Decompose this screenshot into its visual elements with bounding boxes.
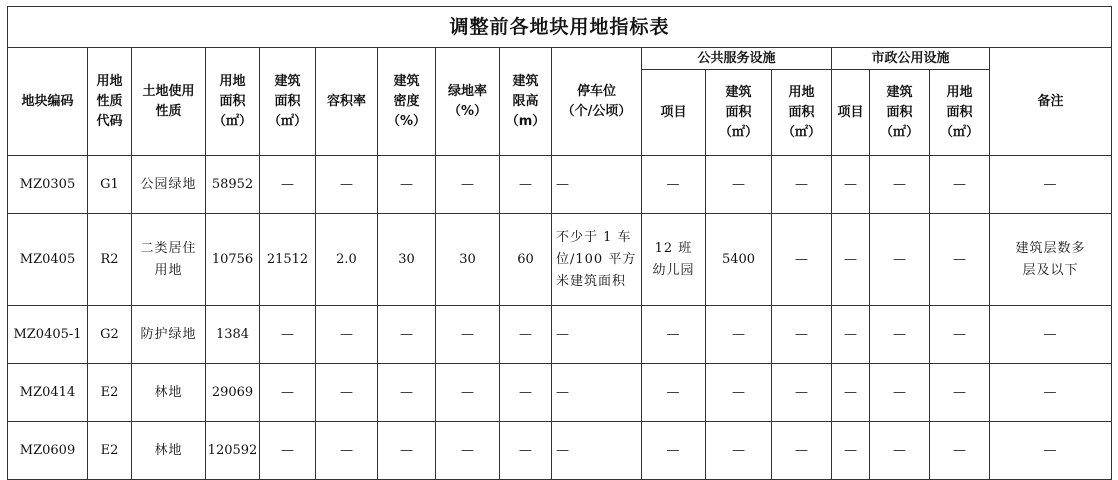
plot-code-cell: MZ0305 <box>8 156 88 214</box>
ps-building-area-cell: — <box>706 422 772 480</box>
land-use-indicator-sheet <box>7 6 1111 480</box>
header-mu-building-area: 建筑 面积 （㎡） <box>870 70 930 156</box>
mu-building-area-cell: — <box>870 422 930 480</box>
header-plot-code: 地块编码 <box>8 48 88 156</box>
ps-item-cell: — <box>642 156 706 214</box>
mu-land-area-cell: — <box>930 364 990 422</box>
mu-land-area-cell: — <box>930 214 990 306</box>
header-use-code: 用地 性质 代码 <box>88 48 132 156</box>
floor-area-ratio-cell: — <box>316 364 378 422</box>
building-area-cell: — <box>260 306 316 364</box>
header-green-rate: 绿地率 （%） <box>436 48 500 156</box>
use-code-cell: E2 <box>88 422 132 480</box>
header-land-use-nature: 土地使用 性质 <box>132 48 206 156</box>
header-height-limit: 建筑 限高 （m） <box>500 48 552 156</box>
ps-land-area-cell: — <box>772 422 832 480</box>
height-limit-cell: — <box>500 306 552 364</box>
building-area-cell: — <box>260 364 316 422</box>
ps-item-cell: — <box>642 364 706 422</box>
ps-land-area-cell: — <box>772 306 832 364</box>
building-area-cell: — <box>260 156 316 214</box>
building-density-cell: — <box>378 156 436 214</box>
header-ps-building-area: 建筑 面积 （㎡） <box>706 70 772 156</box>
header-public-services: 公共服务设施 <box>642 48 832 70</box>
land-area-cell: 1384 <box>206 306 260 364</box>
green-rate-cell: — <box>436 156 500 214</box>
mu-item-cell: — <box>832 156 870 214</box>
land-area-cell: 58952 <box>206 156 260 214</box>
height-limit-cell: — <box>500 156 552 214</box>
ps-item-cell: — <box>642 422 706 480</box>
land-use-cell: 林地 <box>132 364 206 422</box>
height-limit-cell: — <box>500 422 552 480</box>
building-density-cell: — <box>378 422 436 480</box>
parking-cell: — <box>552 422 642 480</box>
land-use-cell: 公园绿地 <box>132 156 206 214</box>
header-floor-area-ratio: 容积率 <box>316 48 378 156</box>
remarks-cell: — <box>990 306 1112 364</box>
header-mu-item: 项目 <box>832 70 870 156</box>
table-title: 调整前各地块用地指标表 <box>8 7 1112 48</box>
green-rate-cell: — <box>436 364 500 422</box>
mu-land-area-cell: — <box>930 156 990 214</box>
header-mu-land-area: 用地 面积 （㎡） <box>930 70 990 156</box>
land-area-cell: 120592 <box>206 422 260 480</box>
remarks-cell: — <box>990 422 1112 480</box>
land-area-cell: 10756 <box>206 214 260 306</box>
use-code-cell: R2 <box>88 214 132 306</box>
building-area-cell: 21512 <box>260 214 316 306</box>
header-building-area: 建筑 面积 （㎡） <box>260 48 316 156</box>
land-use-cell: 防护绿地 <box>132 306 206 364</box>
header-land-area: 用地 面积 （㎡） <box>206 48 260 156</box>
mu-building-area-cell: — <box>870 364 930 422</box>
height-limit-cell: 60 <box>500 214 552 306</box>
mu-land-area-cell: — <box>930 306 990 364</box>
title-row <box>8 7 1112 48</box>
table-row <box>8 364 1112 422</box>
mu-item-cell: — <box>832 422 870 480</box>
mu-item-cell: — <box>832 306 870 364</box>
ps-item-cell: 12 班 幼儿园 <box>642 214 706 306</box>
ps-building-area-cell: — <box>706 156 772 214</box>
use-code-cell: G2 <box>88 306 132 364</box>
plot-code-cell: MZ0405 <box>8 214 88 306</box>
mu-building-area-cell: — <box>870 306 930 364</box>
parking-cell: — <box>552 364 642 422</box>
table-row <box>8 422 1112 480</box>
plot-code-cell: MZ0609 <box>8 422 88 480</box>
floor-area-ratio-cell: — <box>316 422 378 480</box>
ps-land-area-cell: — <box>772 156 832 214</box>
floor-area-ratio-cell: — <box>316 306 378 364</box>
header-ps-land-area: 用地 面积 （㎡） <box>772 70 832 156</box>
remarks-cell: — <box>990 156 1112 214</box>
green-rate-cell: — <box>436 306 500 364</box>
use-code-cell: G1 <box>88 156 132 214</box>
floor-area-ratio-cell: 2.0 <box>316 214 378 306</box>
plot-code-cell: MZ0414 <box>8 364 88 422</box>
land-use-indicator-table <box>7 6 1112 480</box>
ps-building-area-cell: — <box>706 364 772 422</box>
remarks-cell: — <box>990 364 1112 422</box>
building-area-cell: — <box>260 422 316 480</box>
floor-area-ratio-cell: — <box>316 156 378 214</box>
land-area-cell: 29069 <box>206 364 260 422</box>
plot-code-cell: MZ0405-1 <box>8 306 88 364</box>
header-remarks: 备注 <box>990 48 1112 156</box>
header-building-density: 建筑 密度 （%） <box>378 48 436 156</box>
header-ps-item: 项目 <box>642 70 706 156</box>
green-rate-cell: 30 <box>436 214 500 306</box>
header-municipal-facilities: 市政公用设施 <box>832 48 990 70</box>
building-density-cell: 30 <box>378 214 436 306</box>
ps-land-area-cell: — <box>772 364 832 422</box>
use-code-cell: E2 <box>88 364 132 422</box>
building-density-cell: — <box>378 364 436 422</box>
table-row <box>8 306 1112 364</box>
mu-land-area-cell: — <box>930 422 990 480</box>
remarks-cell: 建筑层数多 层及以下 <box>990 214 1112 306</box>
building-density-cell: — <box>378 306 436 364</box>
mu-building-area-cell: — <box>870 214 930 306</box>
header-parking: 停车位 （个/公顷） <box>552 48 642 156</box>
mu-item-cell: — <box>832 364 870 422</box>
land-use-cell: 林地 <box>132 422 206 480</box>
mu-item-cell: — <box>832 214 870 306</box>
parking-cell: — <box>552 306 642 364</box>
ps-building-area-cell: — <box>706 306 772 364</box>
land-use-cell: 二类居住 用地 <box>132 214 206 306</box>
height-limit-cell: — <box>500 364 552 422</box>
parking-cell: 不少于 1 车 位/100 平方 米建筑面积 <box>552 214 642 306</box>
ps-item-cell: — <box>642 306 706 364</box>
ps-land-area-cell: — <box>772 214 832 306</box>
parking-cell: — <box>552 156 642 214</box>
table-row <box>8 214 1112 306</box>
table-row <box>8 156 1112 214</box>
ps-building-area-cell: 5400 <box>706 214 772 306</box>
mu-building-area-cell: — <box>870 156 930 214</box>
header-row-top <box>8 48 1112 70</box>
green-rate-cell: — <box>436 422 500 480</box>
